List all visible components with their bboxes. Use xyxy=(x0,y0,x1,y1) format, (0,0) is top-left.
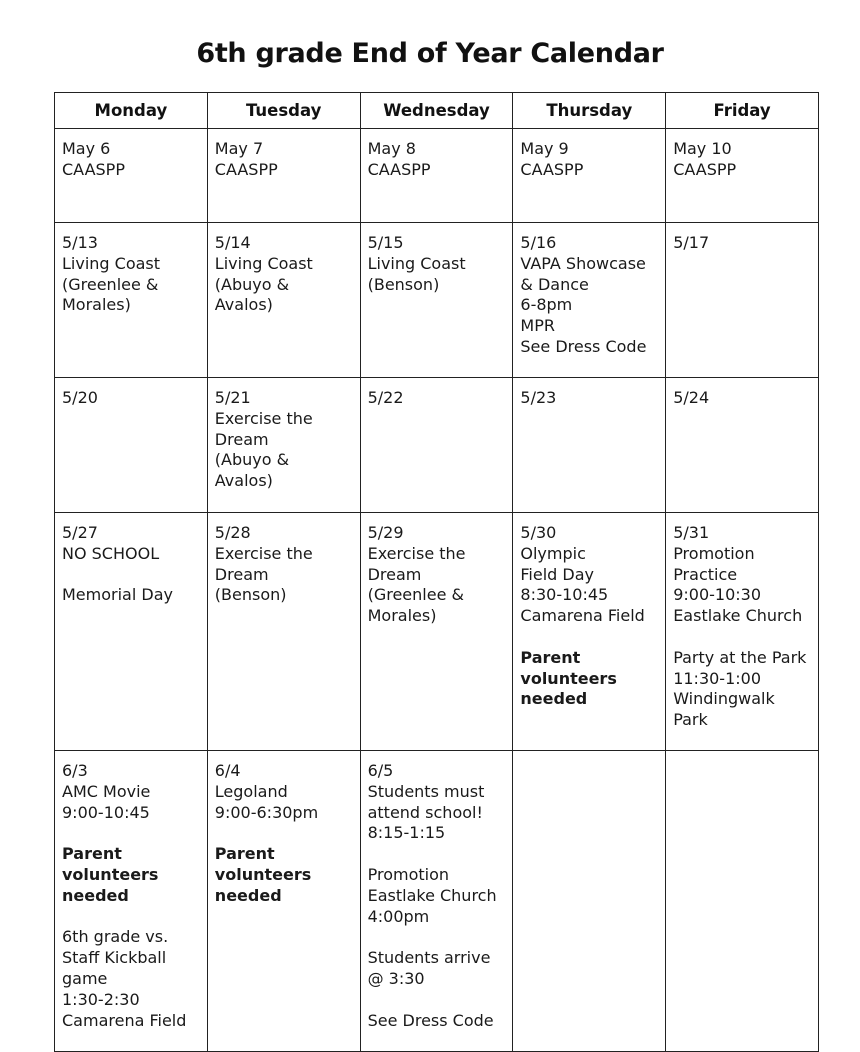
cell-line-bold: volunteers xyxy=(520,668,617,688)
cell-line: 5/23 xyxy=(520,388,557,407)
cell-line: (Abuyo & xyxy=(214,274,290,294)
cell-line: CAASPP xyxy=(367,159,431,179)
cell-line: 6/4 xyxy=(214,761,241,780)
cell-line: Memorial Day xyxy=(62,585,173,605)
day-cell xyxy=(513,223,666,378)
day-cell xyxy=(55,751,208,1052)
cell-line-bold: volunteers xyxy=(62,864,159,884)
cell-line: Dream xyxy=(214,429,269,449)
day-cell-empty xyxy=(513,751,666,1052)
cell-line-bold: needed xyxy=(62,885,129,905)
cell-line: Morales) xyxy=(62,295,131,315)
cell-line: 9:00-10:30 xyxy=(673,585,761,605)
day-cell xyxy=(207,223,360,378)
day-cell xyxy=(55,513,208,751)
cell-line: Eastlake Church xyxy=(367,885,497,905)
cell-line: 8:15-1:15 xyxy=(367,823,446,843)
day-cell xyxy=(207,129,360,223)
cell-line: Exercise the xyxy=(214,408,313,428)
cell-line: 5/30 xyxy=(520,523,557,542)
cell-line: Promotion xyxy=(367,864,449,884)
cell-line: (Abuyo & xyxy=(214,450,290,470)
day-cell xyxy=(360,129,513,223)
day-cell xyxy=(513,378,666,513)
cell-line: 11:30-1:00 xyxy=(673,668,761,688)
cell-line-bold: Parent xyxy=(520,647,581,667)
cell-line: 9:00-10:45 xyxy=(62,802,150,822)
cell-line: CAASPP xyxy=(673,159,737,179)
header-wednesday: Wednesday xyxy=(360,93,513,129)
cell-line: Promotion xyxy=(673,543,755,563)
cell-line: Staff Kickball xyxy=(62,948,167,968)
cell-line: 5/29 xyxy=(367,523,404,542)
cell-line: Legoland xyxy=(214,781,288,801)
cell-line: (Benson) xyxy=(214,585,287,605)
cell-line: 5/27 xyxy=(62,523,98,542)
cell-line: May 9 xyxy=(520,139,569,158)
cell-line: Windingwalk xyxy=(673,689,775,709)
cell-line: 1:30-2:30 xyxy=(62,989,140,1009)
cell-line: Avalos) xyxy=(214,471,273,491)
cell-line: Eastlake Church xyxy=(673,606,803,626)
cell-line xyxy=(215,823,354,844)
cell-line: CAASPP xyxy=(520,159,584,179)
cell-line xyxy=(520,627,659,648)
cell-line: Dream xyxy=(367,564,422,584)
cell-line: 9:00-6:30pm xyxy=(214,802,319,822)
cell-line: May 8 xyxy=(367,139,416,158)
week-row xyxy=(55,129,819,223)
cell-line: May 6 xyxy=(62,139,111,158)
cell-line: attend school! xyxy=(367,802,483,822)
week-row xyxy=(55,513,819,751)
cell-line: 5/28 xyxy=(214,523,251,542)
cell-line xyxy=(62,565,201,586)
cell-line: Camarena Field xyxy=(520,606,645,626)
cell-line: Living Coast xyxy=(214,253,313,273)
page-title: 6th grade End of Year Calendar xyxy=(196,38,664,69)
cell-line: 8:30-10:45 xyxy=(520,585,609,605)
day-cell xyxy=(666,129,819,223)
day-cell xyxy=(360,223,513,378)
cell-line: AMC Movie xyxy=(62,781,151,801)
cell-line: May 10 xyxy=(673,139,732,158)
day-cell xyxy=(666,378,819,513)
week-row xyxy=(55,223,819,378)
cell-line: See Dress Code xyxy=(520,336,647,356)
cell-line: Olympic xyxy=(520,543,586,563)
cell-line: Practice xyxy=(673,564,738,584)
cell-line: 4:00pm xyxy=(367,906,430,926)
cell-line: 5/22 xyxy=(367,388,404,407)
cell-line: 5/31 xyxy=(673,523,710,542)
cell-line-bold: volunteers xyxy=(214,864,312,884)
cell-line: 5/21 xyxy=(214,388,251,407)
cell-line-bold: Parent xyxy=(62,844,122,864)
cell-line xyxy=(368,990,507,1011)
cell-line xyxy=(62,907,201,928)
cell-line: Avalos) xyxy=(214,295,273,315)
cell-line: 5/14 xyxy=(214,233,251,252)
cell-line: See Dress Code xyxy=(367,1010,494,1030)
day-cell xyxy=(360,378,513,513)
cell-line: 6/5 xyxy=(367,761,394,780)
cell-line xyxy=(62,823,201,844)
cell-line: Morales) xyxy=(367,606,437,626)
day-cell xyxy=(666,223,819,378)
cell-line-bold: needed xyxy=(214,885,282,905)
cell-line: NO SCHOOL xyxy=(62,543,160,563)
cell-line: CAASPP xyxy=(62,159,125,179)
cell-line: May 7 xyxy=(214,139,264,158)
cell-line: (Greenlee & xyxy=(62,274,159,294)
cell-line: & Dance xyxy=(520,274,589,294)
cell-line: Living Coast xyxy=(367,253,466,273)
cell-line: 5/16 xyxy=(520,233,557,252)
cell-line: 5/17 xyxy=(673,233,710,252)
cell-line: Party at the Park xyxy=(673,647,807,667)
cell-line: 5/13 xyxy=(62,233,98,252)
day-cell xyxy=(55,129,208,223)
cell-line: 6-8pm xyxy=(520,295,573,315)
cell-line: (Benson) xyxy=(367,274,440,294)
calendar-table xyxy=(54,92,819,1052)
header-tuesday: Tuesday xyxy=(207,93,360,129)
cell-line xyxy=(368,844,507,865)
day-cell xyxy=(513,513,666,751)
cell-line: Field Day xyxy=(520,564,594,584)
cell-line-bold: Parent xyxy=(214,844,275,864)
header-friday: Friday xyxy=(666,93,819,129)
day-cell xyxy=(360,751,513,1052)
cell-line: Park xyxy=(673,710,708,730)
day-cell-empty xyxy=(666,751,819,1052)
cell-line-bold: needed xyxy=(520,689,588,709)
week-row xyxy=(55,751,819,1052)
day-cell xyxy=(207,513,360,751)
cell-line: Students must xyxy=(367,781,485,801)
day-cell xyxy=(55,378,208,513)
cell-line: @ 3:30 xyxy=(367,968,425,988)
header-monday: Monday xyxy=(55,93,208,129)
day-cell xyxy=(207,378,360,513)
cell-line: VAPA Showcase xyxy=(520,253,646,273)
cell-line: Living Coast xyxy=(62,253,161,273)
cell-line: 6th grade vs. xyxy=(62,927,169,947)
cell-line: Camarena Field xyxy=(62,1010,187,1030)
cell-line: (Greenlee & xyxy=(367,585,464,605)
cell-line: 5/24 xyxy=(673,388,710,407)
day-cell xyxy=(360,513,513,751)
day-cell xyxy=(666,513,819,751)
cell-line: Students arrive xyxy=(367,948,491,968)
cell-line: Exercise the xyxy=(367,543,466,563)
cell-line xyxy=(368,927,507,948)
day-cell xyxy=(513,129,666,223)
cell-line: 6/3 xyxy=(62,761,88,780)
day-cell xyxy=(55,223,208,378)
week-row xyxy=(55,378,819,513)
cell-line: game xyxy=(62,968,108,988)
header-row xyxy=(55,93,819,129)
cell-line xyxy=(673,627,812,648)
cell-line: MPR xyxy=(520,316,555,336)
cell-line: 5/20 xyxy=(62,388,98,407)
cell-line: 5/15 xyxy=(367,233,404,252)
cell-line: Dream xyxy=(214,564,269,584)
cell-line: Exercise the xyxy=(214,543,313,563)
cell-line: CAASPP xyxy=(214,159,278,179)
day-cell xyxy=(207,751,360,1052)
header-thursday: Thursday xyxy=(513,93,666,129)
